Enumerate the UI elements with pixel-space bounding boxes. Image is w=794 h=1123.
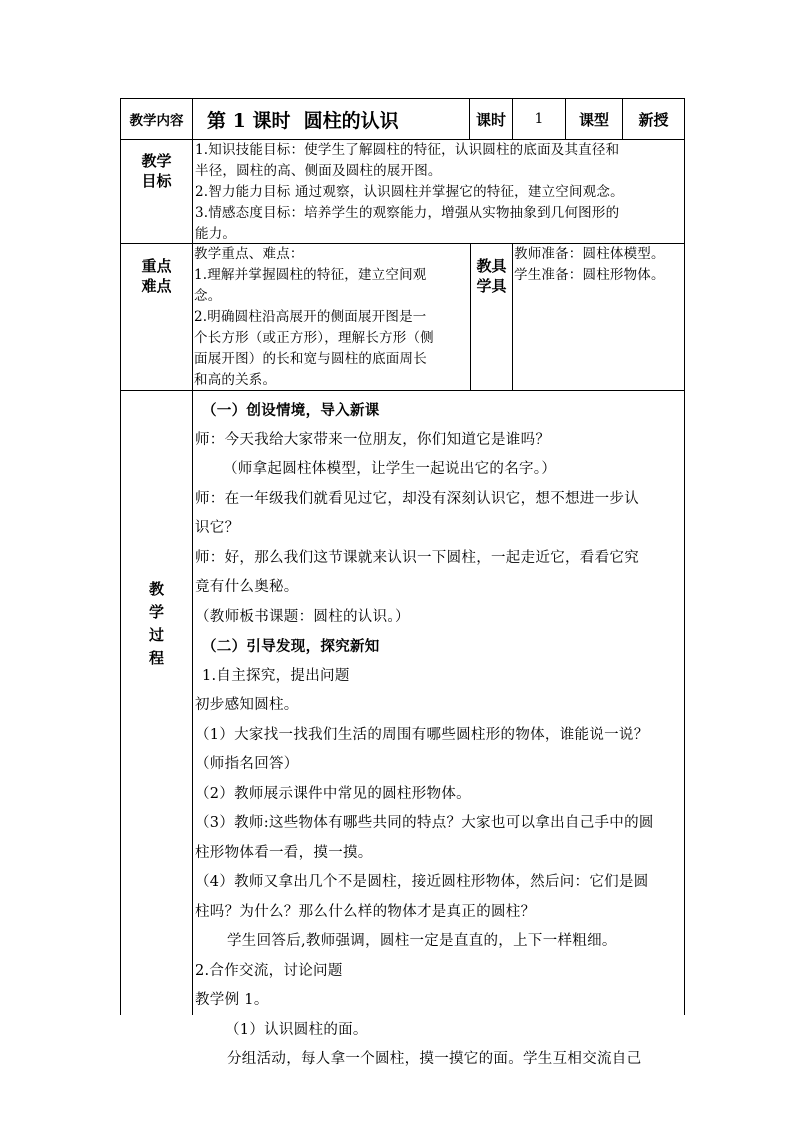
process-line: 柱吗？为什么？那么什么样的物体才是真正的圆柱？ bbox=[195, 903, 536, 920]
keypoints-label-line1: 重点 bbox=[141, 257, 172, 275]
process-label-char: 程 bbox=[148, 649, 164, 667]
tools-line: 学生准备：圆柱形物体。 bbox=[514, 267, 665, 283]
process-line: （2）教师展示课件中常见的圆柱形物体。 bbox=[195, 785, 471, 802]
process-line: 初步感知圆柱。 bbox=[195, 697, 299, 713]
goals-text bbox=[193, 140, 684, 245]
process-line: 师：在一年级我们就看见过它，却没有深刻认识它，想不想进一步认 bbox=[195, 490, 639, 507]
process-line: （师指名回答） bbox=[195, 756, 299, 772]
lesson-title-text: 第 1 课时 圆柱的认识 bbox=[207, 109, 399, 132]
type-value-text: 新授 bbox=[638, 110, 669, 129]
process-line: 竟有什么奥秘。 bbox=[195, 579, 299, 595]
goals-line: 半径，圆柱的高、侧面及圆柱的展开图。 bbox=[195, 163, 442, 179]
keypoints-line: 念。 bbox=[194, 288, 222, 304]
process-line: 识它？ bbox=[195, 520, 240, 536]
keypoints-text bbox=[193, 244, 470, 391]
section-heading: （一）创设情境，导入新课 bbox=[202, 402, 380, 419]
process-line: 师：今天我给大家带来一位朋友，你们知道它是谁吗？ bbox=[195, 431, 551, 448]
process-line: （4）教师又拿出几个不是圆柱，接近圆柱形物体，然后问：它们是圆 bbox=[195, 874, 649, 890]
period-label bbox=[470, 99, 512, 139]
keypoints-line: 1.理解并掌握圆柱的特征，建立空间观 bbox=[194, 267, 427, 283]
goals-label bbox=[121, 151, 192, 191]
type-label bbox=[566, 99, 622, 139]
keypoints-line: 面展开图）的长和宽与圆柱的底面周长 bbox=[194, 351, 427, 367]
process-label-char: 过 bbox=[148, 626, 164, 644]
process-line: 教学例 1。 bbox=[195, 992, 269, 1008]
goals-line: 1.知识技能目标：使学生了解圆柱的特征，认识圆柱的底面及其直径和 bbox=[195, 142, 620, 158]
process-line: （1）大家找一找我们生活的周围有哪些圆柱形的物体，谁能说一说？ bbox=[195, 726, 649, 743]
process-line: （教师板书课题：圆柱的认识。） bbox=[195, 608, 410, 625]
section-heading: （二）引导发现，探究新知 bbox=[202, 638, 380, 655]
keypoints-label-line2: 难点 bbox=[141, 277, 172, 295]
goals-line: 3.情感态度目标：培养学生的观察能力，增强从实物抽象到几何图形的 bbox=[195, 205, 620, 221]
process-text bbox=[193, 396, 684, 1075]
content-label bbox=[121, 99, 192, 139]
tools-text bbox=[513, 244, 684, 286]
process-line: 分组活动，每人拿一个圆柱，摸一摸它的面。学生互相交流自己 bbox=[227, 1051, 642, 1067]
process-label bbox=[121, 578, 192, 670]
goals-label-line2: 目标 bbox=[141, 172, 172, 190]
period-label-text: 课时 bbox=[475, 110, 506, 129]
process-line: （师拿起圆柱体模型，让学生一起说出它的名字。） bbox=[223, 461, 557, 477]
tools-label-line2: 学具 bbox=[476, 277, 507, 295]
process-label-char: 学 bbox=[148, 603, 164, 621]
keypoints-line: 和高的关系。 bbox=[194, 372, 277, 388]
process-line: 师：好，那么我们这节课就来认识一下圆柱，一起走近它，看看它究 bbox=[195, 549, 639, 566]
goals-label-line1: 教学 bbox=[141, 152, 172, 170]
tools-label bbox=[471, 256, 512, 296]
process-line: 学生回答后,教师强调，圆柱一定是直直的，上下一样粗细。 bbox=[227, 933, 617, 949]
process-line: 柱形物体看一看，摸一摸。 bbox=[195, 844, 373, 861]
period-value-text: 1 bbox=[534, 111, 544, 127]
process-line: （3）教师:这些物体有哪些共同的特点？大家也可以拿出自己手中的圆 bbox=[195, 815, 654, 831]
lesson-title bbox=[193, 99, 469, 139]
process-label-char: 教 bbox=[148, 580, 164, 598]
process-line: 1.自主探究，提出问题 bbox=[202, 667, 350, 684]
content-label-text: 教学内容 bbox=[129, 113, 184, 129]
goals-line: 2.智力能力目标 通过观察，认识圆柱并掌握它的特征，建立空间观念。 bbox=[195, 184, 624, 200]
process-line: 2.合作交流，讨论问题 bbox=[195, 962, 343, 979]
keypoints-line: 个长方形（或正方形），理解长方形（侧 bbox=[194, 330, 434, 346]
table-border-left bbox=[120, 98, 121, 1015]
keypoints-label bbox=[121, 256, 192, 296]
keypoints-line: 2.明确圆柱沿高展开的侧面展开图是一 bbox=[194, 309, 427, 325]
type-value bbox=[623, 99, 684, 139]
type-label-text: 课型 bbox=[578, 110, 609, 129]
table-border-right bbox=[684, 98, 685, 1015]
goals-line: 能力。 bbox=[195, 226, 237, 242]
tools-line: 教师准备：圆柱体模型。 bbox=[514, 246, 665, 262]
period-value bbox=[513, 99, 565, 139]
tools-label-line1: 教具 bbox=[476, 257, 507, 275]
keypoints-line: 教学重点、难点： bbox=[194, 246, 304, 262]
process-line: （1）认识圆柱的面。 bbox=[225, 1021, 368, 1038]
